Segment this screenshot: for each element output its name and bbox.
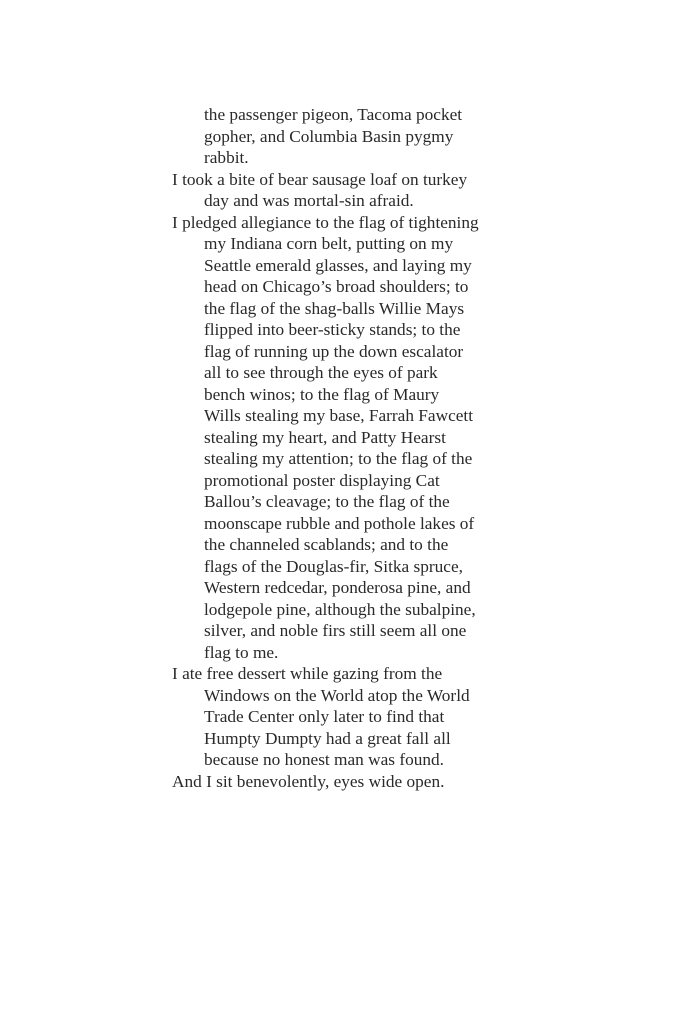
poem-line-continuation: lodgepole pine, although the subalpine, <box>204 599 476 619</box>
poem-line-continuation: Windows on the World atop the World <box>204 685 470 705</box>
poem-line-continuation: flag of running up the down escalator <box>204 341 464 361</box>
poem-line-continuation: bench winos; to the flag of Maury <box>204 384 440 404</box>
poem-line-continuation: Western redcedar, ponderosa pine, and <box>204 578 471 597</box>
poem-line-continuation: stealing my attention; to the flag of the <box>204 449 473 468</box>
poem-line-continuation: head on Chicago’s broad shoulders; to <box>204 277 469 296</box>
poem-line-continuation: all to see through the eyes of park <box>204 363 438 382</box>
poem-text-block <box>172 104 502 792</box>
poem-line-continuation: gopher, and Columbia Basin pygmy <box>204 126 454 146</box>
poem-line-continuation: the channeled scablands; and to the <box>204 535 449 554</box>
poem-line-continuation: day and was mortal-sin afraid. <box>204 191 414 210</box>
poem-line-stanza-start: I took a bite of bear sausage loaf on turkey <box>172 169 468 189</box>
poem-line-continuation: the passenger pigeon, Tacoma pocket <box>204 105 463 124</box>
poem-line-continuation: stealing my heart, and Patty Hearst <box>204 427 446 447</box>
poem-line-continuation: Humpty Dumpty had a great fall all <box>204 728 451 748</box>
poem-line-continuation: flipped into beer-sticky stands; to the <box>204 320 461 339</box>
poem-line-continuation: flags of the Douglas-fir, Sitka spruce, <box>204 556 463 576</box>
poem-line-stanza-start: And I sit benevolently, eyes wide open. <box>172 771 445 791</box>
poem-line-continuation: Trade Center only later to find that <box>204 707 445 726</box>
poem-line-continuation: because no honest man was found. <box>204 750 444 769</box>
poem-line-continuation: my Indiana corn belt, putting on my <box>204 234 454 253</box>
poem-line-continuation: Seattle emerald glasses, and laying my <box>204 255 472 275</box>
poem-line-stanza-start: I pledged allegiance to the flag of tightening <box>172 212 479 232</box>
poem-line-stanza-start: I ate free dessert while gazing from the <box>172 664 443 683</box>
poem-line-continuation: promotional poster displaying Cat <box>204 470 440 490</box>
poem-line-continuation: the flag of the shag-balls Willie Mays <box>204 298 465 318</box>
poem-line-continuation: rabbit. <box>204 148 249 167</box>
poem-line-continuation: flag to me. <box>204 642 279 662</box>
poem-line-continuation: Ballou’s cleavage; to the flag of the <box>204 492 450 511</box>
poem-line-continuation: silver, and noble firs still seem all one <box>204 621 467 640</box>
poem-line-continuation: Wills stealing my base, Farrah Fawcett <box>204 406 474 425</box>
poem-line-continuation: moonscape rubble and pothole lakes of <box>204 513 475 533</box>
